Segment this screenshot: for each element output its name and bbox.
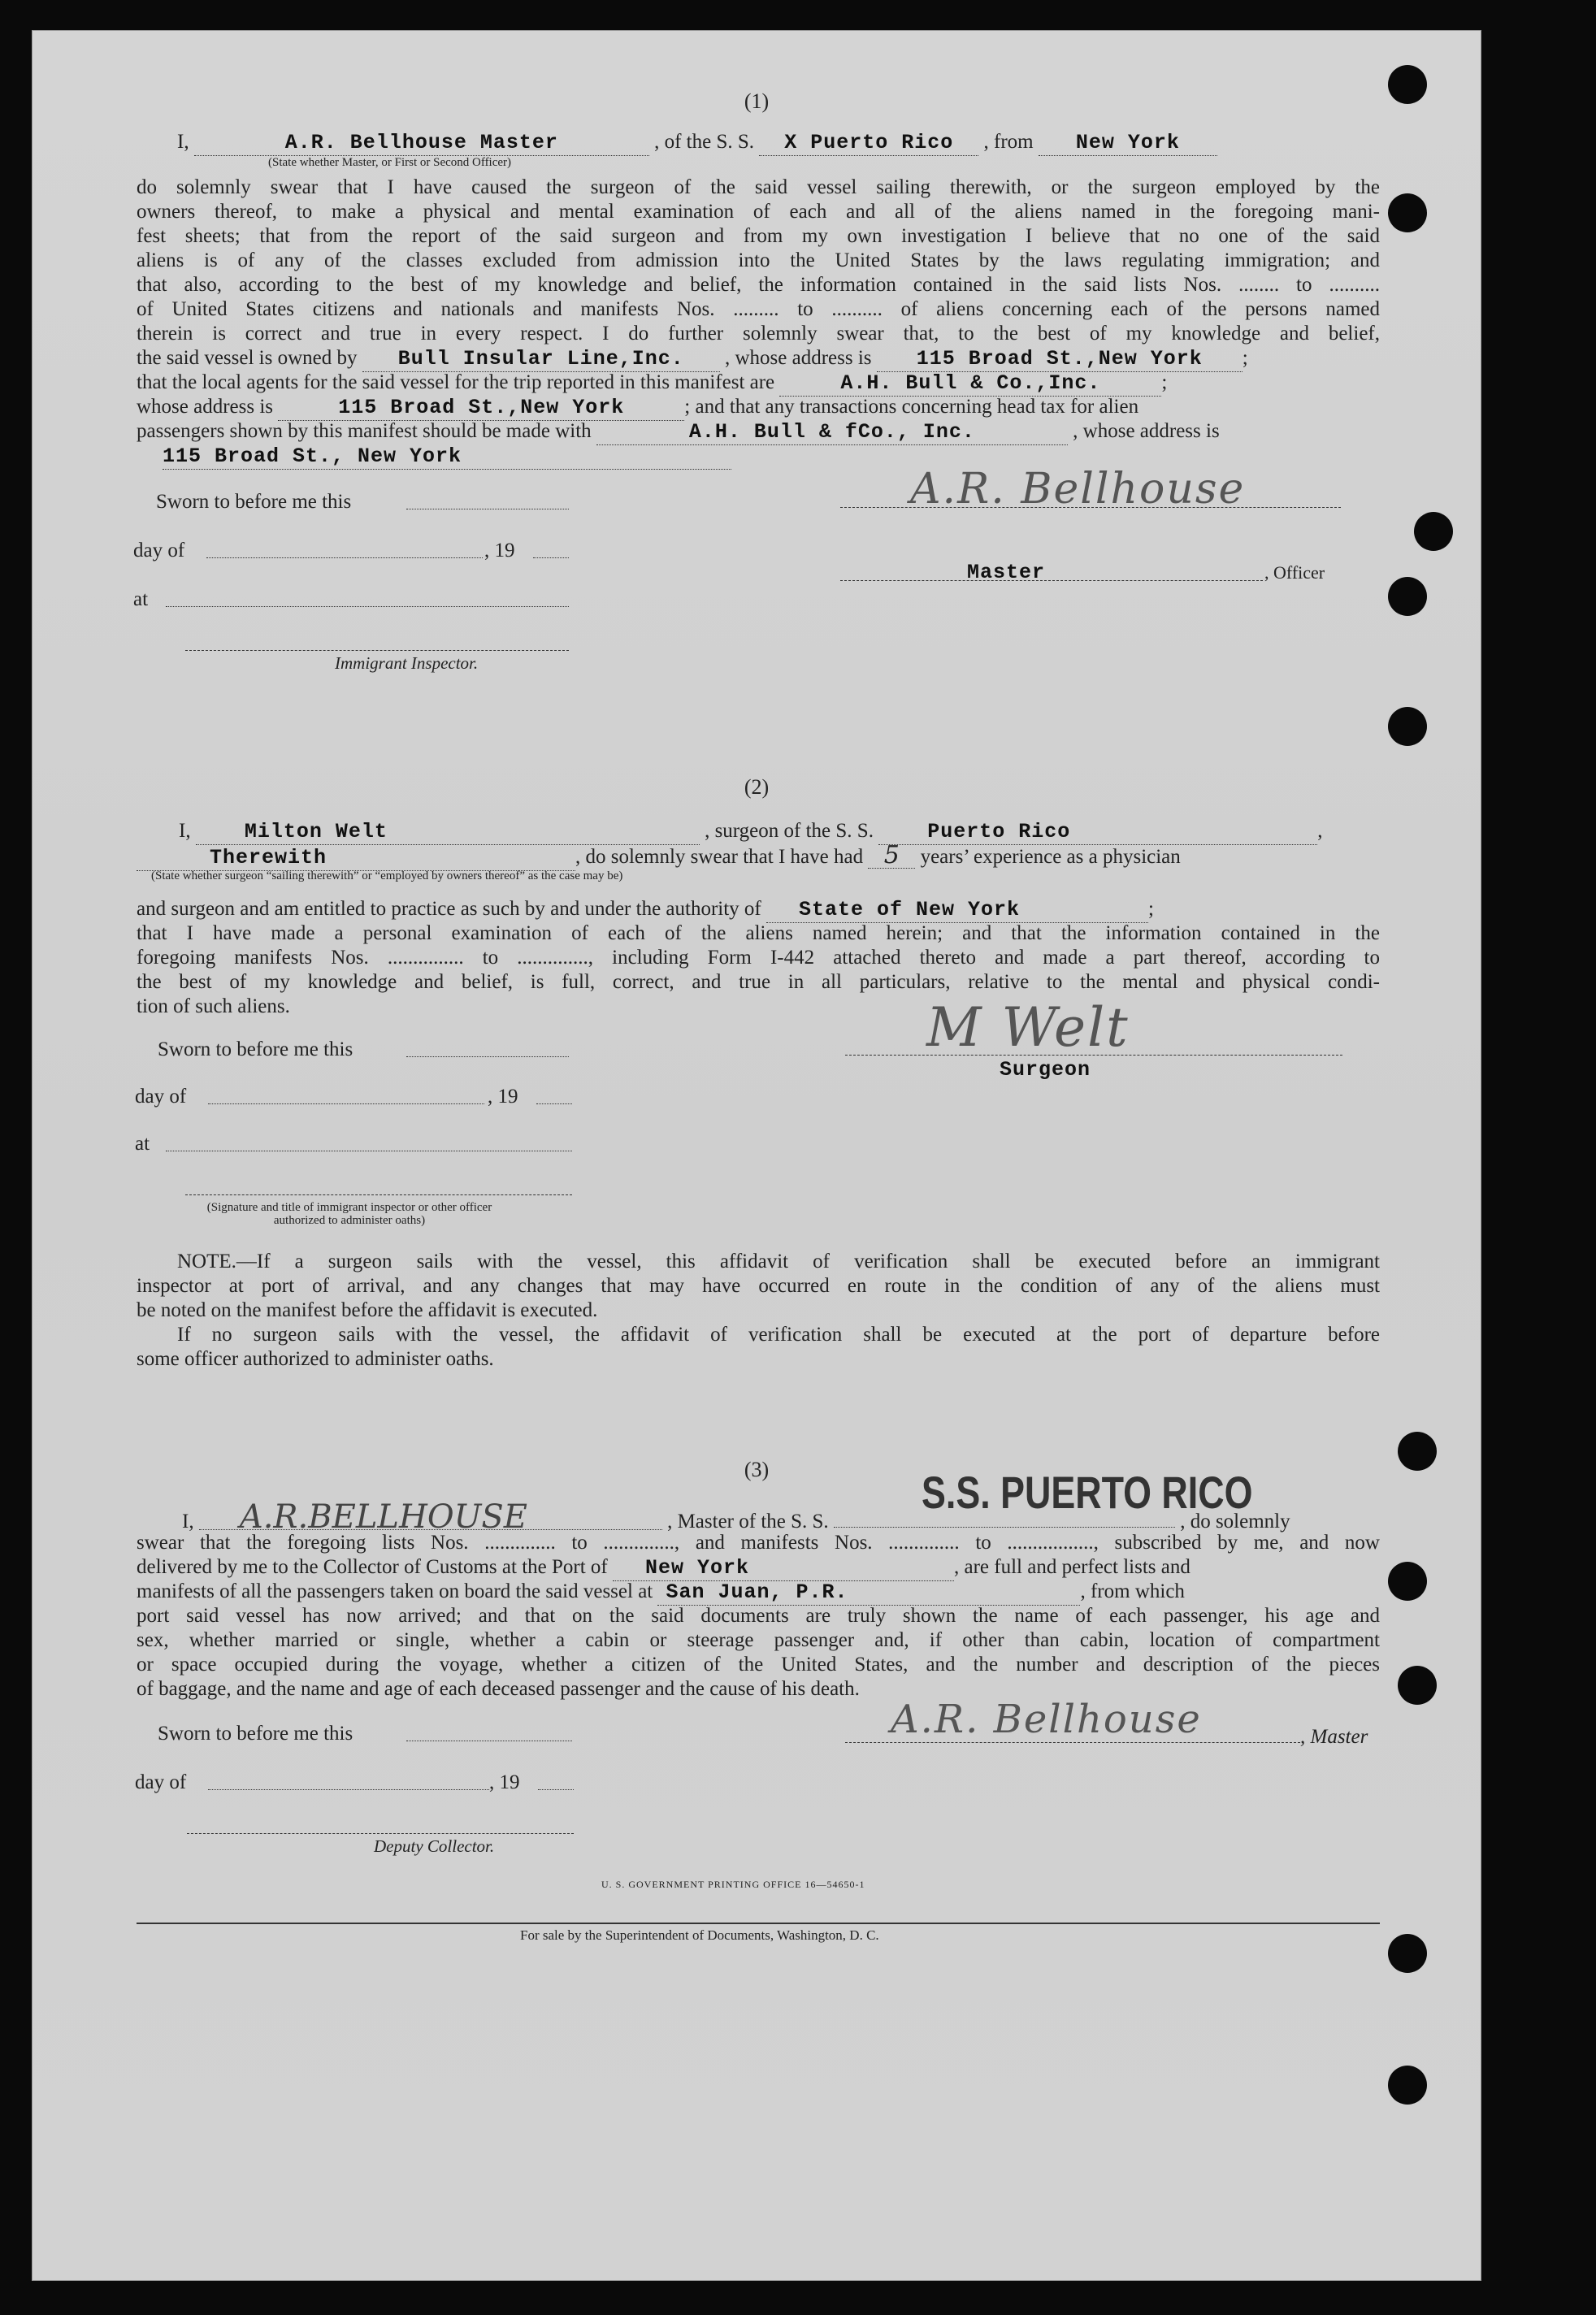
authority-line: and surgeon and am entitled to practice as such by and under the authority of State of New York ;	[137, 898, 1154, 921]
section-1-body-line: that also, according to the best of my knowledge and belief, the information contained in the said lists Nos. ........ to ..........	[137, 274, 1380, 296]
note-line: If no surgeon sails with the vessel, the affidavit of verification shall be executed at the port of departure before	[177, 1324, 1380, 1346]
footer-rule	[137, 1923, 1380, 1924]
year-rule-1	[533, 557, 569, 558]
vessel-stamp: S.S. PUERTO RICO	[922, 1467, 1253, 1518]
punch-hole	[1388, 577, 1427, 616]
surgeon-signature: M Welt	[926, 996, 1130, 1059]
year-label-3: , 19	[489, 1771, 520, 1793]
owner-address-field: 115 Broad St.,New York	[877, 347, 1243, 372]
section-3-body-line: port said vessel has now arrived; and that on the said documents are truly shown the name of each passenger, his age and	[137, 1605, 1380, 1627]
section-1-header-line: I, A.R. Bellhouse Master , of the S. S. X Puerto Rico , from New York	[177, 130, 1380, 156]
agents-address-line: whose address is 115 Broad St.,New York ; and that any transactions concerning head tax for alien	[137, 396, 1139, 419]
at-label-1: at	[133, 588, 149, 610]
surgeon-name-field: Milton Welt	[196, 820, 700, 845]
surgeon-status-line: Therewith , do solemnly swear that I have had 5 years’ experience as a physician	[137, 843, 1380, 871]
section-1-number: (1)	[744, 89, 770, 113]
day-rule-3	[208, 1789, 489, 1790]
master-title-rule	[840, 580, 1263, 581]
punch-hole	[1388, 193, 1427, 232]
surgeon-status-field: Therewith	[137, 846, 575, 871]
at-rule-1	[166, 606, 569, 607]
section-1-body-line: do solemnly swear that I have caused the surgeon of the said vessel sailing therewith, or the surgeon employed by the	[137, 176, 1380, 198]
section-1-body-line: therein is correct and true in every respect. I do further solemnly swear that, to the best of my knowledge and belief,	[137, 323, 1380, 345]
master-name-field: A.R. Bellhouse Master	[194, 131, 649, 156]
punch-hole	[1414, 512, 1453, 551]
stamp-field	[834, 1527, 1175, 1528]
master-name-field-3: A.R.BELLHOUSE	[199, 1505, 662, 1530]
section-1-body-line: fest sheets; that from the report of the said surgeon and from my own investigation I believe that no one of the said	[137, 225, 1380, 247]
section-2-body-line: the best of my knowledge and belief, is full, correct, and true in all particulars, relative to the mental and physical condi-	[137, 971, 1380, 993]
master-suffix-3: , Master	[1300, 1726, 1368, 1748]
year-label-1: , 19	[484, 540, 515, 561]
officer-rule	[185, 1194, 572, 1195]
note-line: some officer authorized to administer oaths.	[137, 1348, 494, 1370]
officer-caption: (Signature and title of immigrant inspector or other officer authorized to administer oaths)	[206, 1201, 492, 1227]
section-3-line-2: swear that the foregoing lists Nos. .............. to .............., and manifests Nos. .............. to ................., subscribed by me, and now	[137, 1532, 1380, 1554]
punch-hole	[1388, 2066, 1427, 2105]
port-line: delivered by me to the Collector of Customs at the Port of New York , are full and perfect lists and	[137, 1556, 1190, 1580]
surgeon-line: I, Milton Welt , surgeon of the S. S. Puerto Rico ,	[179, 820, 1323, 843]
master-signature-1: A.R. Bellhouse	[910, 465, 1246, 514]
inspector-caption: Immigrant Inspector.	[335, 653, 479, 673]
port-field: New York	[613, 1556, 954, 1581]
authority-field: State of New York	[766, 898, 1148, 923]
note-line: be noted on the manifest before the affidavit is executed.	[137, 1299, 598, 1321]
owner-line: the said vessel is owned by Bull Insular Line,Inc. , whose address is 115 Broad St.,New York ;	[137, 347, 1248, 371]
surgeon-signature-rule	[845, 1055, 1342, 1056]
sworn-rule-2	[406, 1056, 569, 1057]
section-3-body-line: or space occupied during the voyage, whether a citizen of the United States, and the number and description of the pieces	[137, 1654, 1380, 1676]
section-3-body-line: sex, whether married or single, whether a cabin or steerage passenger and, if other than cabin, location of compartment	[137, 1629, 1380, 1651]
sworn-label-3: Sworn to before me this	[158, 1723, 353, 1745]
section-2-body-line: that I have made a personal examination of each of the aliens named herein; and that the information contained in the	[137, 922, 1380, 944]
head-tax-agent-field: A.H. Bull & fCo., Inc.	[596, 420, 1068, 445]
sworn-label-2: Sworn to before me this	[158, 1038, 353, 1060]
agents-line: that the local agents for the said vessel for the trip reported in this manifest are A.H. Bull & Co.,Inc. ;	[137, 371, 1168, 395]
at-label-2: at	[135, 1133, 150, 1155]
year-rule-2	[536, 1103, 572, 1104]
day-rule-2	[208, 1103, 484, 1104]
master-title-1: Master	[967, 561, 1046, 584]
punch-hole	[1398, 1666, 1437, 1705]
section-3-header-line: I, A.R.BELLHOUSE , Master of the S. S. , do solemnly	[182, 1498, 1290, 1536]
section-3-number: (3)	[744, 1458, 770, 1481]
note-line: inspector at port of arrival, and any changes that may have occurred en route in the condition of any of the aliens must	[137, 1275, 1380, 1297]
collector-rule	[187, 1833, 574, 1834]
day-rule-1	[206, 557, 483, 558]
master-caption: (State whether Master, or First or Second Officer)	[268, 156, 512, 169]
master-signature-rule-3	[845, 1742, 1300, 1743]
master-signature-3: A.R. Bellhouse	[891, 1697, 1202, 1742]
day-of-label-3: day of	[135, 1771, 187, 1793]
collector-caption: Deputy Collector.	[374, 1836, 495, 1856]
master-signature-rule-1	[840, 507, 1341, 508]
boarded-line: manifests of all the passengers taken on board the said vessel at San Juan, P.R. , from which	[137, 1580, 1185, 1604]
agents-field: A.H. Bull & Co.,Inc.	[779, 371, 1161, 397]
vessel-field: X Puerto Rico	[759, 131, 978, 156]
year-label-2: , 19	[488, 1086, 518, 1108]
manifest-sheet	[33, 31, 1481, 2280]
surgeon-status-caption: (State whether surgeon “sailing therewith” or “employed by owners thereof” as the case may be)	[151, 869, 623, 882]
printing-office: U. S. GOVERNMENT PRINTING OFFICE 16—54650-1	[601, 1879, 865, 1890]
sale-notice: For sale by the Superintendent of Documents, Washington, D. C.	[520, 1927, 879, 1943]
punch-hole	[1388, 707, 1427, 746]
head-tax-line: passengers shown by this manifest should be made with A.H. Bull & fCo., Inc. , whose address is	[137, 420, 1220, 444]
years-field: 5	[868, 843, 915, 869]
agents-address-field: 115 Broad St.,New York	[278, 396, 684, 421]
section-3-body-line: of baggage, and the name and age of each deceased passenger and the cause of his death.	[137, 1678, 860, 1700]
boarded-at-field: San Juan, P.R.	[657, 1580, 1080, 1606]
section-1-body-line: of United States citizens and nationals and manifests Nos. ......... to .......... of aliens concerning each of the persons named	[137, 298, 1380, 320]
note-line: NOTE.—If a surgeon sails with the vessel, this affidavit of verification shall be executed before an immigrant	[177, 1251, 1380, 1272]
day-of-label-2: day of	[135, 1086, 187, 1108]
surgeon-title: Surgeon	[1000, 1058, 1091, 1082]
section-1-body-line: owners thereof, to make a physical and mental examination of each and all of the aliens named in the foregoing mani-	[137, 201, 1380, 223]
punch-hole	[1388, 1562, 1427, 1601]
inspector-rule	[185, 650, 569, 651]
day-of-label-1: day of	[133, 540, 185, 561]
surgeon-vessel-field: Puerto Rico	[878, 820, 1317, 845]
section-1-body-line: aliens is of any of the classes excluded from admission into the United States by the laws regulating immigration; and	[137, 249, 1380, 271]
year-rule-3	[538, 1789, 574, 1790]
owner-field: Bull Insular Line,Inc.	[362, 347, 720, 372]
section-2-body-line: tion of such aliens.	[137, 995, 290, 1017]
officer-suffix: , Officer	[1264, 562, 1325, 583]
sworn-label-1: Sworn to before me this	[156, 491, 352, 513]
head-tax-address-field: 115 Broad St., New York	[163, 444, 731, 470]
punch-hole	[1388, 1934, 1427, 1973]
section-2-number: (2)	[744, 775, 770, 799]
from-port-field: New York	[1039, 131, 1217, 156]
section-2-body-line: foregoing manifests Nos. ............... to .............., including Form I-442 attached thereto and made a part thereof, according to	[137, 947, 1380, 969]
